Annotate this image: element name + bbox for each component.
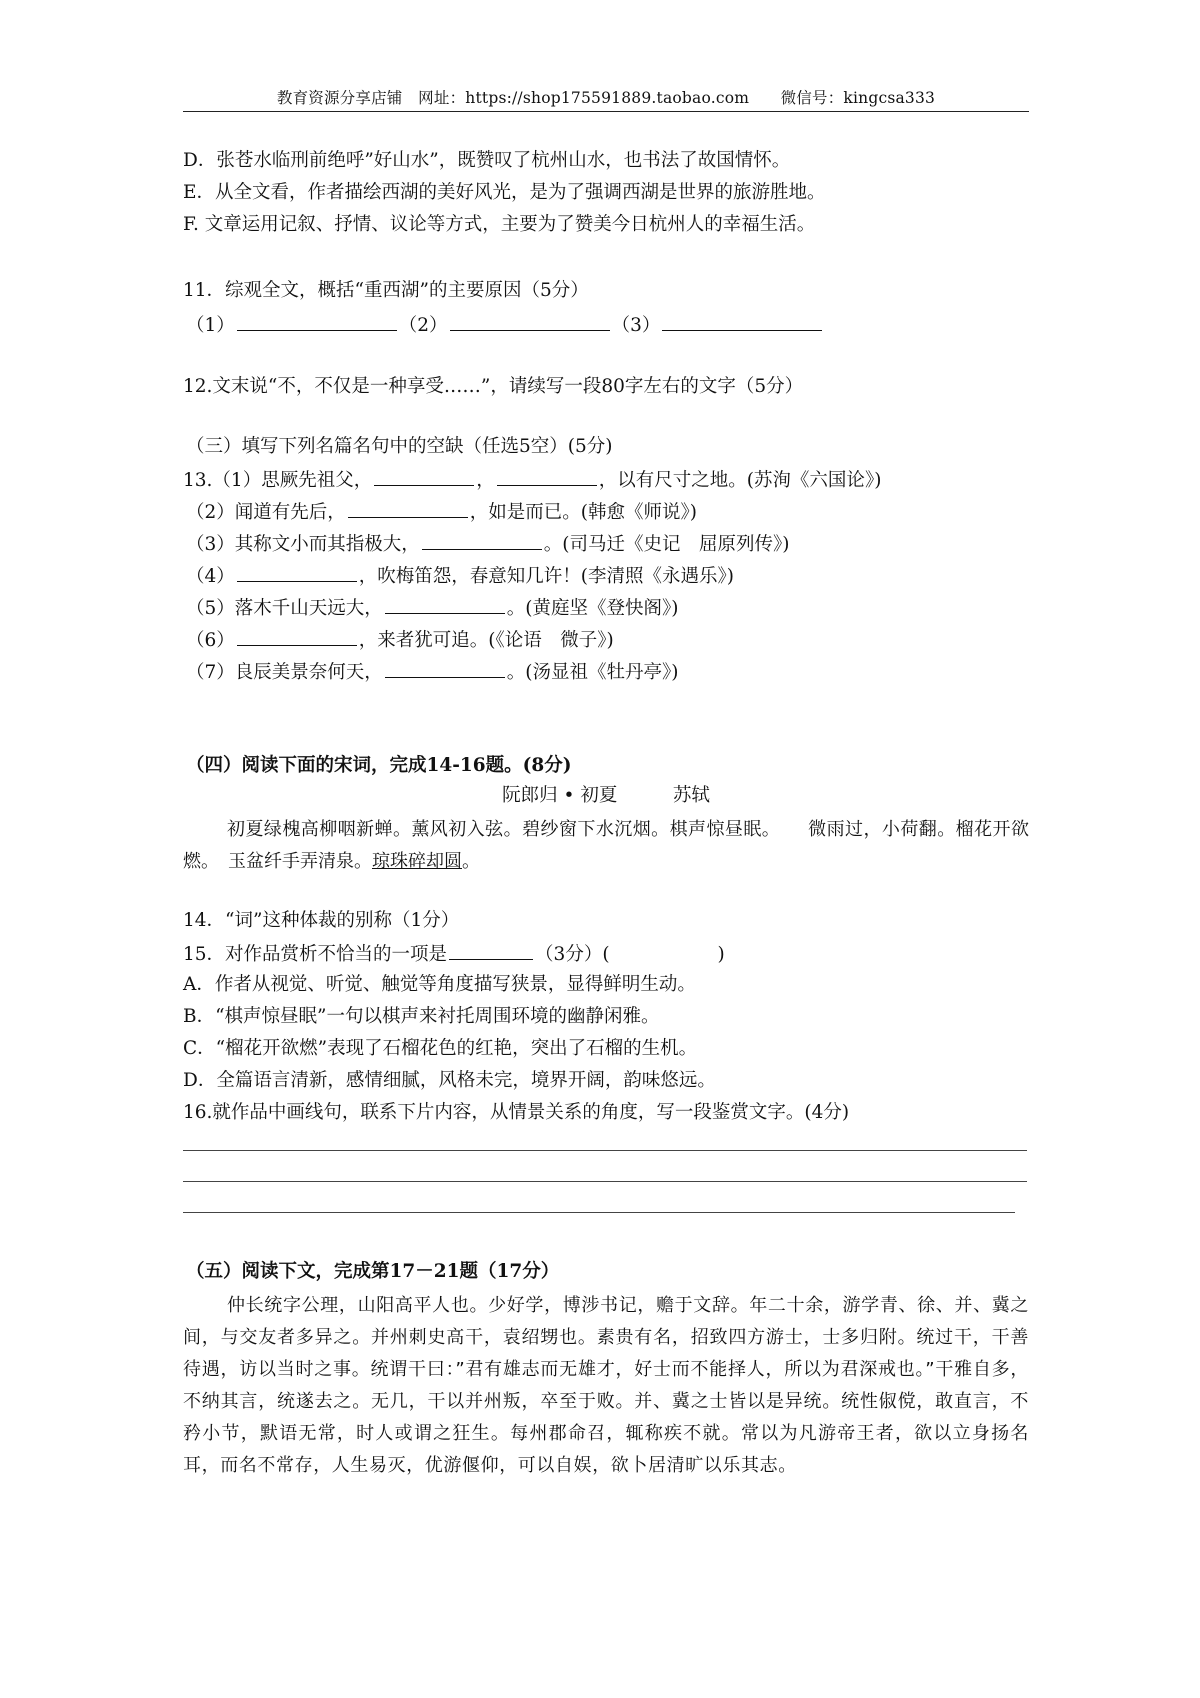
- q13-item-1-prefix: 13.（1）思厥先祖父，: [183, 470, 373, 491]
- poem-text-main: 初夏绿槐高柳咽新蝉。薰风初入弦。碧纱窗下水沉烟。棋声惊昼眠。 微雨过，小荷翻。榴花开欲燃。 玉盆纤手弄清泉。: [183, 819, 1029, 872]
- q11-label-2: （2）: [398, 315, 448, 336]
- q13-item-5-post: 。(黄庭坚《登快阁》): [506, 598, 679, 619]
- q13-blank-5[interactable]: [385, 594, 505, 614]
- q13-item-1-mid: ，: [476, 470, 495, 491]
- q11-answers: [186, 311, 824, 339]
- q13-item-4: [186, 562, 734, 590]
- q12-stem: 12.文末说“不，不仅是一种享受……”，请续写一段80字左右的文字（5分）: [183, 376, 804, 397]
- q14-stem: 14．“词”这种体裁的别称（1分）: [183, 910, 460, 931]
- q13-blank-1b[interactable]: [497, 466, 597, 486]
- q13-item-6: [186, 626, 614, 654]
- q13-blank-4[interactable]: [237, 562, 357, 582]
- q15-stem: [183, 940, 725, 968]
- q13-item-6-pre: （6）: [186, 630, 235, 651]
- q13-item-4-pre: （4）: [186, 566, 235, 587]
- q13-item-7: [186, 658, 678, 686]
- q13-blank-1a[interactable]: [374, 466, 474, 486]
- q13-item-3-post: 。(司马迁《史记 屈原列传》): [543, 534, 790, 555]
- poem-text-end: 。: [462, 851, 480, 872]
- q13-item-2-post: ，如是而已。(韩愈《师说》): [469, 502, 697, 523]
- header-rule: [183, 111, 1029, 112]
- q11-label-3: （3）: [611, 315, 661, 336]
- q11-blank-3[interactable]: [662, 311, 822, 331]
- q15-option-d: D．全篇语言清新，感情细腻，风格未完，境界开阔，韵味悠远。: [183, 1070, 716, 1091]
- q11-blank-1[interactable]: [237, 311, 397, 331]
- poem-underlined-line: 琼珠碎却圆: [372, 851, 462, 872]
- section3-heading: （三）填写下列名篇名句中的空缺（任选5空）(5分): [186, 436, 613, 457]
- poem-title: 阮郎归 • 初夏 苏轼: [502, 785, 710, 806]
- q15-tail: （3分）(: [535, 944, 610, 965]
- answer-line-2[interactable]: [183, 1181, 1027, 1182]
- q11-stem: 11．综观全文，概括“重西湖”的主要原因（5分）: [183, 280, 589, 301]
- q15-stem-text: 15．对作品赏析不恰当的一项是: [183, 944, 448, 965]
- q13-item-5: [186, 594, 678, 622]
- q15-option-c: C．“榴花开欲燃”表现了石榴花色的红艳，突出了石榴的生机。: [183, 1038, 698, 1059]
- q13-item-6-post: ，来者犹可追。(《论语 微子》): [358, 630, 614, 651]
- section5-heading: （五）阅读下文，完成第17－21题（17分）: [186, 1261, 560, 1282]
- q15-option-a: A．作者从视觉、听觉、触觉等角度描写狭景，显得鲜明生动。: [183, 974, 696, 995]
- section4-heading: （四）阅读下面的宋词，完成14-16题。(8分): [186, 755, 572, 776]
- q15-option-b: B．“棋声惊昼眠”一句以棋声来衬托周围环境的幽静闲雅。: [183, 1006, 660, 1027]
- page-header: 教育资源分享店铺 网址：https://shop175591889.taobao.com 微信号：kingcsa333: [276, 89, 936, 107]
- q13-blank-2[interactable]: [348, 498, 468, 518]
- q15-close: ): [717, 944, 725, 965]
- q10-option-d: D．张苍水临刑前绝呼”好山水”，既赞叹了杭州山水，也书法了故国情怀。: [183, 150, 791, 171]
- q13-blank-3[interactable]: [422, 530, 542, 550]
- q13-item-3-pre: （3）其称文小而其指极大，: [186, 534, 420, 555]
- q15-blank[interactable]: [449, 940, 533, 960]
- q13-item-4-post: ，吹梅笛怨，春意知几许！(李清照《永遇乐》): [358, 566, 734, 587]
- section5-passage: 仲长统字公理，山阳高平人也。少好学，博涉书记，赡于文辞。年二十余，游学青、徐、并、冀之间，与交友者多异之。并州刺史高干，袁绍甥也。素贵有名，招致四方游士，士多归附。统过干，干善待遇，访以当时之事。统谓干曰：”君有雄志而无雄才，好士而不能择人，所以为君深戒也。”干雅自多，不纳其言，统遂去之。无几，干以并州叛，卒至于败。并、冀之士皆以是异统。统性俶傥，敢直言，不矜小节，默语无常，时人或谓之狂生。每州郡命召，辄称疾不就。常以为凡游帝王者，欲以立身扬名耳，而名不常存，人生易灭，优游偃仰，可以自娱，欲卜居清旷以乐其志。: [183, 1295, 1029, 1476]
- q13-blank-6[interactable]: [237, 626, 357, 646]
- answer-line-3[interactable]: [183, 1212, 1015, 1213]
- q16-stem: 16.就作品中画线句，联系下片内容，从情景关系的角度，写一段鉴赏文字。(4分): [183, 1102, 850, 1123]
- q13-item-2-pre: （2）闻道有先后，: [186, 502, 346, 523]
- q13-item-3: [186, 530, 789, 558]
- q11-blank-2[interactable]: [450, 311, 610, 331]
- q13-item-2: [186, 498, 697, 526]
- q10-option-f: F. 文章运用记叙、抒情、议论等方式，主要为了赞美今日杭州人的幸福生活。: [183, 214, 816, 235]
- poem-text: [183, 814, 1029, 878]
- q13-item-1-tail: ，以有尺寸之地。(苏洵《六国论》): [598, 470, 882, 491]
- q13-item-1: [183, 466, 881, 494]
- q13-blank-7[interactable]: [385, 658, 505, 678]
- q13-item-7-post: 。(汤显祖《牡丹亭》): [506, 662, 679, 683]
- q13-item-7-pre: （7）良辰美景奈何天，: [186, 662, 383, 683]
- q10-option-e: E．从全文看，作者描绘西湖的美好风光，是为了强调西湖是世界的旅游胜地。: [183, 182, 826, 203]
- q11-label-1: （1）: [186, 315, 235, 336]
- answer-line-1[interactable]: [183, 1150, 1027, 1151]
- q13-item-5-pre: （5）落木千山天远大，: [186, 598, 383, 619]
